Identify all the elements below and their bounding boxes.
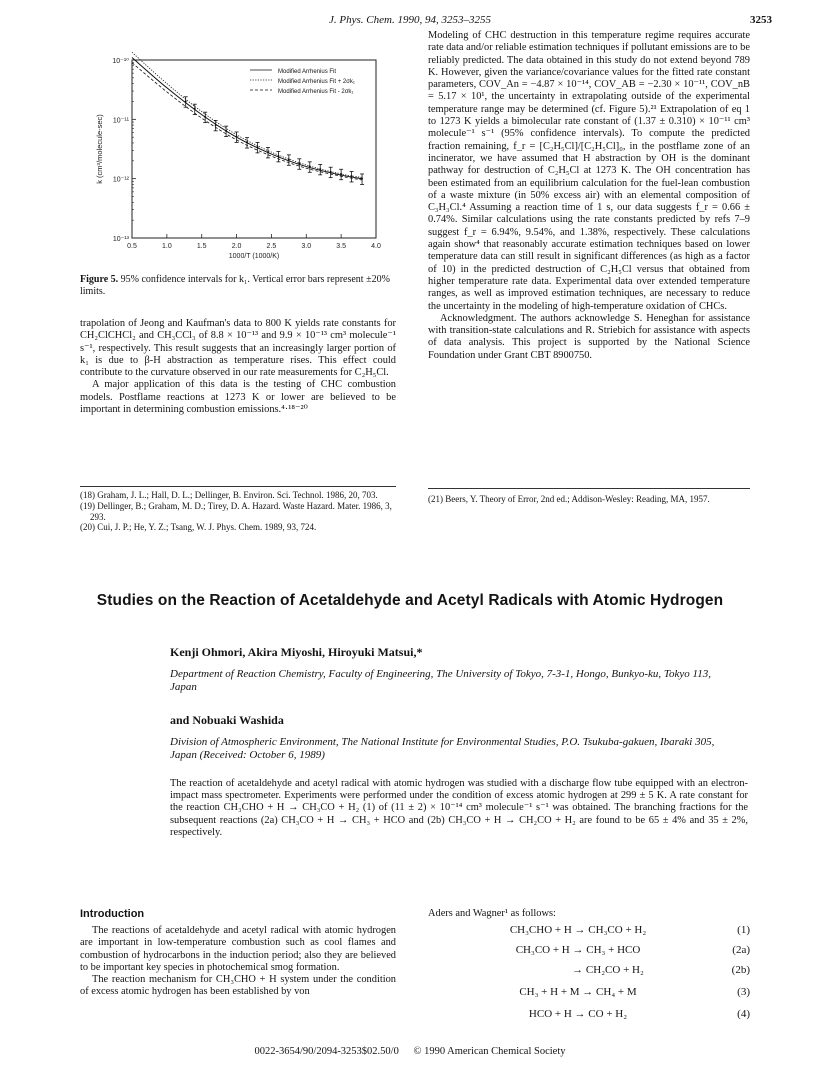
data-point — [204, 116, 206, 118]
equation-1 — [428, 924, 750, 940]
right-column-text — [428, 30, 750, 362]
equation-text: CH₃CHO + H → CH₃CO + H₂ — [509, 924, 647, 936]
data-point — [246, 141, 248, 143]
equation-number: (1) — [737, 924, 750, 936]
paragraph: trapolation of Jeong and Kaufman's data to 800 K yields rate constants for CH₂ClCHCl₂ and CH₃CCl₃ of 8.8 × 10⁻¹³ and 9.9 × 10⁻¹³ cm³ molecule⁻¹ s⁻¹, respectively. This result suggests that an increasingly larger portion of k₁ is due to β-H abstraction as temperature rises. This effect could contribute to the curvature observed in our rate measurements for C₂H₅Cl. — [80, 318, 396, 379]
equation-number: (4) — [737, 1008, 750, 1020]
x-tick-label: 1.5 — [196, 243, 207, 250]
paragraph: The reactions of acetaldehyde and acetyl radical with atomic hydrogen are important in low-temperature combustion such as cool flames and combustion of hydrocarbons in the induction period; also they are believed to be important key species in photochemical smog formation. — [80, 925, 396, 973]
article-title: Studies on the Reaction of Acetaldehyde and Acetyl Radicals with Atomic Hydrogen — [96, 592, 724, 609]
data-point — [185, 100, 187, 102]
x-tick-label: 2.0 — [231, 243, 242, 250]
data-point — [215, 124, 217, 126]
reference-item: (18) Graham, J. L.; Hall, D. L.; Dellinger, B. Environ. Sci. Technol. 1986, 20, 703. — [80, 490, 378, 500]
right-references — [428, 494, 750, 505]
legend-label: Modified Arrhenius Fit + 2σk₁ — [278, 79, 355, 85]
data-point — [298, 163, 300, 165]
footnote-rule — [428, 488, 750, 489]
affiliation-secondary: Division of Atmospheric Environment, The National Institute for Environmental Studies, P.O. Tsukuba-gakuen, Ibaraki 305, Japan (Received: October 6, 1989) — [170, 736, 715, 761]
x-axis-label: 1000/T (1000/K) — [228, 253, 280, 260]
equation-text: CH₃CO + H → CH₃ + HCO — [515, 944, 641, 956]
figure-label: Figure 5. — [80, 274, 119, 285]
equation-text: HCO + H → CO + H₂ — [528, 1008, 628, 1020]
x-tick-label: 2.5 — [266, 243, 277, 250]
page-number: 3253 — [750, 14, 772, 26]
data-point — [309, 166, 311, 168]
data-point — [236, 136, 238, 138]
reference-item: (19) Dellinger, B.; Graham, M. D.; Tirey, D. A. Hazard. Waste Hazard. Mater. 1986, 3, 293. — [80, 500, 392, 522]
x-tick-label: 3.5 — [336, 243, 347, 250]
y-tick-label: 10⁻¹² — [112, 176, 129, 184]
data-point — [319, 168, 321, 170]
y-tick-label: 10⁻¹¹ — [112, 117, 129, 125]
data-point — [256, 146, 258, 148]
data-point — [361, 178, 363, 180]
y-tick-label: 10⁻¹³ — [112, 236, 129, 243]
reaction-equations — [428, 924, 750, 1034]
article-code: 0022-3654/90/2094-3253$02.50/0 — [254, 1046, 399, 1057]
x-tick-label: 4.0 — [371, 243, 381, 250]
data-point — [330, 171, 332, 173]
legend-label: Modified Arrhenius Fit — [278, 69, 337, 75]
plot-frame — [132, 60, 376, 238]
abstract: The reaction of acetaldehyde and acetyl radical with atomic hydrogen was studied with a discharge flow tube equipped with an electron-impact mass spectrometer. Experiments were performed under the condition of excess atomic hydrogen at 299 ± 5 K. A rate constant for the reaction CH₃CHO + H → CH₃CO + H₂ (1) of (11 ± 2) × 10⁻¹⁴ cm³ molecule⁻¹ s⁻¹ was obtained. The branching fractions for the subsequent reactions (2a) CH₃CO + H → CH₃ + HCO and (2b) CH₃CO + H → CH₂CO + H₂ are found to be 65 ± 4% and 35 ± 2%, respectively. — [170, 778, 748, 838]
introduction-continued: Aders and Wagner¹ as follows: — [428, 908, 556, 919]
figure-caption-text: 95% confidence intervals for k₁. Vertical error bars represent ±20% limits. — [80, 274, 390, 297]
equation-2b — [428, 964, 750, 980]
equation-3 — [428, 986, 750, 1002]
equation-number: (3) — [737, 986, 750, 998]
section-heading-introduction: Introduction — [80, 908, 145, 920]
figure-caption — [80, 274, 396, 298]
reference-item: (21) Beers, Y. Theory of Error, 2nd ed.; Addison-Wesley: Reading, MA, 1957. — [428, 494, 710, 504]
data-point — [194, 108, 196, 110]
data-point — [267, 151, 269, 153]
x-tick-label: 3.0 — [301, 243, 312, 250]
x-tick-label: 1.0 — [161, 243, 172, 250]
left-references — [80, 490, 396, 533]
paragraph: Modeling of CHC destruction in this temperature regime requires accurate rate data and/or reliable estimation techniques if pollutant emissions are to be reliably predicted. The data obtained in this study do not extend beyond 789 K. However, given the variance/covariance values for the fitted rate constant parameters, COV_An = −4.87 × 10⁻¹⁴, COV_AB = −2.30 × 10⁻¹¹, COV_nB = 5.17 × 10¹, the uncertainty in extrapolating outside of the experimental temperature range may be determined (cf. Figure 5).²¹ Extrapolation of eq 1 to 1273 K yields a bimolecular rate constant of (1.37 ± 0.310) × 10⁻¹¹ cm³ molecule⁻¹ s⁻¹ (95% confidence intervals). To compute the predicted fraction remaining, f_r = [C₂H₅Cl]/[C₂H₅Cl]₀, in the postflame zone of an incinerator, we have assumed that H abstraction by OH is the dominant pathway for destruction of C₂H₅Cl at 1273 K. The OH concentration has been estimated from an equilibrium calculation for the fuel-lean combustion of a waste mixture (in 50% excess air) with an elemental composition of C₃H₃Cl.⁴ Assuming a reaction time of 1 s, our data suggests f_r = 0.66 ± 0.74%. Similar calculations using the rate constants predicted by refs 7–9 suggest f_r = 6.94%, 9.54%, and 1.38%, respectively. These calculations again show⁴ that reasonably accurate estimation techniques based on lower temperature data can still result in significant differences (as high as a factor of 10) in the predicted destruction of C₂H₅Cl versus that obtained from higher temperature rate data. Experimental data over extended temperature ranges, as well as improved estimation techniques, are necessary to reduce the uncertainty in the modeling of high-temperature oxidation of CHCs. — [428, 30, 750, 312]
x-tick-label: 0.5 — [127, 243, 137, 250]
legend-label: Modified Arrhenius Fit - 2σk₁ — [278, 89, 354, 95]
equation-number: (2b) — [731, 964, 750, 976]
paragraph: A major application of this data is the testing of CHC combustion models. Postflame reactions at 1273 K or lower are believed to be important in determining combustion emissions.⁴·¹⁸⁻²⁰ — [80, 379, 396, 416]
journal-citation: J. Phys. Chem. 1990, 94, 3253–3255 — [329, 14, 491, 26]
data-point — [351, 175, 353, 177]
data-point — [225, 130, 227, 132]
equation-4 — [428, 1008, 750, 1024]
authors-secondary: and Nobuaki Washida — [170, 713, 284, 727]
footnote-rule — [80, 486, 396, 487]
equation-text: → CH₂CO + H₂ — [572, 964, 644, 976]
y-tick-label: 10⁻¹⁰ — [112, 58, 129, 65]
equation-2a — [428, 944, 750, 960]
copyright: © 1990 American Chemical Society — [413, 1046, 566, 1057]
paragraph: The reaction mechanism for CH₃CHO + H system under the condition of excess atomic hydrogen has been established by von — [80, 974, 396, 998]
figure-5-chart — [80, 52, 390, 262]
acknowledgment: Acknowledgment. The authors acknowledge S. Heneghan for assistance with transition-state calculations and R. Striebich for assistance with aspects of data analysis. This project is supported by the National Science Foundation under Grant CBT 8900750. — [428, 312, 750, 361]
y-axis-label: k (cm³/molecule-sec) — [95, 114, 104, 184]
introduction-text — [80, 925, 396, 999]
reference-item: (20) Cui, J. P.; He, Y. Z.; Tsang, W. J. Phys. Chem. 1989, 93, 724. — [80, 522, 317, 533]
left-column-text — [80, 318, 396, 416]
series-line — [132, 58, 362, 179]
affiliation-primary: Department of Reaction Chemistry, Faculty of Engineering, The University of Tokyo, 7-3-1, Hongo, Bunkyo-ku, Tokyo 113, Japan — [170, 668, 711, 693]
plot-area — [95, 52, 381, 260]
page-footer — [0, 1046, 820, 1057]
data-point — [288, 159, 290, 161]
authors-primary: Kenji Ohmori, Akira Miyoshi, Hiroyuki Matsui,* — [170, 645, 423, 659]
equation-text: CH₃ + H + M → CH₄ + M — [519, 986, 637, 998]
equation-number: (2a) — [732, 944, 750, 956]
data-point — [340, 173, 342, 175]
data-point — [277, 155, 279, 157]
